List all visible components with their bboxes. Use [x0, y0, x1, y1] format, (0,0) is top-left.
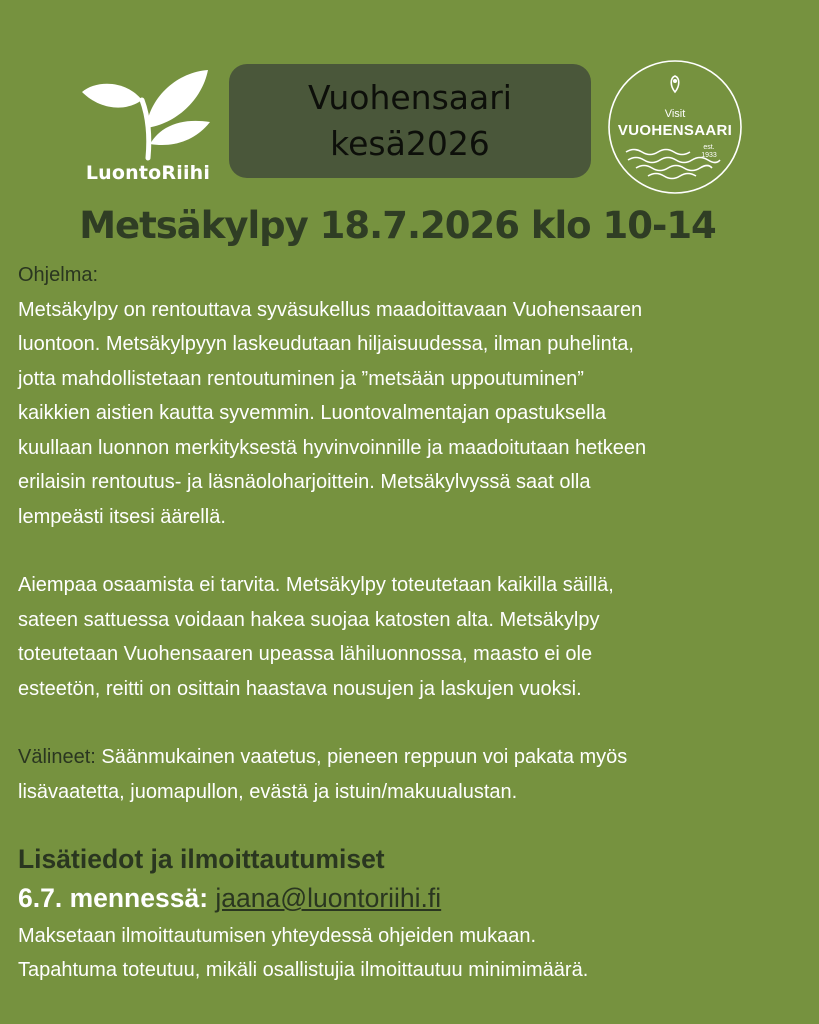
content [18, 258, 808, 987]
badge-visit-text: Visit [664, 108, 686, 120]
program-line: jotta mahdollistetaan rentoutuminen ja ”metsään uppoutuminen” [18, 367, 584, 390]
brand-name: LuontoRiihi [85, 162, 211, 184]
program-line: erilaisin rentoutus- ja läsnäoloharjoittein. Metsäkylvyssä saat olla [18, 471, 591, 493]
event-title: Metsäkylpy 18.7.2026 klo 10-14 [79, 204, 716, 247]
badge-est-label: est. [703, 144, 715, 151]
registration-heading: Lisätiedot ja ilmoittautumiset [18, 844, 385, 874]
registration-email-link[interactable]: jaana@luontoriihi.fi [215, 883, 442, 913]
program-line: lempeästi itsesi äärellä. [18, 505, 226, 528]
leaf-sprout-icon [78, 66, 218, 166]
equipment-label: Välineet: [18, 746, 96, 768]
paragraph2-line: sateen sattuessa voidaan hakea suojaa katosten alta. Metsäkylpy [18, 608, 600, 631]
equipment-line-1 [18, 740, 808, 775]
visit-vuohensaari-badge [606, 58, 744, 196]
program-line: Metsäkylpy on rentouttava syväsukellus maadoittavaan Vuohensaaren [18, 298, 643, 321]
paragraph2-line: toteutetaan Vuohensaaren upeassa lähiluonnossa, maasto ei ole [18, 643, 593, 665]
luontoriihi-logo [78, 66, 218, 186]
registration-info-1: Maksetaan ilmoittautumisen yhteydessä ohjeiden mukaan. [18, 925, 537, 947]
program-line: kuullaan luonnon merkityksestä hyvinvoinnille ja maadoitutaan hetkeen [18, 436, 647, 459]
badge-name-text: VUOHENSAARI [617, 122, 733, 139]
program-line: kaikkien aistien kautta syvemmin. Luontovalmentajan opastuksella [18, 402, 607, 424]
paragraph2-line: esteetön, reitti on osittain haastava nousujen ja laskujen vuoksi. [18, 677, 582, 700]
registration-section [18, 823, 808, 987]
paragraph2-line: Aiempaa osaamista ei tarvita. Metsäkylpy toteutetaan kaikilla säillä, [18, 574, 614, 596]
equipment-text-1: Säänmukainen vaatetus, pieneen reppuun voi pakata myös [95, 746, 628, 768]
header-line-2: kesä2026 [330, 124, 490, 163]
registration-info-2: Tapahtuma toteutuu, mikäli osallistujia ilmoittautuu minimimäärä. [18, 959, 589, 981]
header-line-1: Vuohensaari [308, 78, 512, 117]
badge-est-year: 1933 [701, 152, 717, 159]
header-title-box [229, 64, 591, 178]
program-label: Ohjelma: [18, 264, 99, 286]
program-line: luontoon. Metsäkylpyyn laskeudutaan hiljaisuudessa, ilman puhelinta, [18, 333, 634, 355]
badge-est [694, 144, 724, 160]
registration-deadline-line [18, 877, 808, 919]
equipment-line-2: lisävaatetta, juomapullon, evästä ja istuin/makuualustan. [18, 780, 518, 803]
registration-deadline: 6.7. mennessä: [18, 883, 216, 913]
